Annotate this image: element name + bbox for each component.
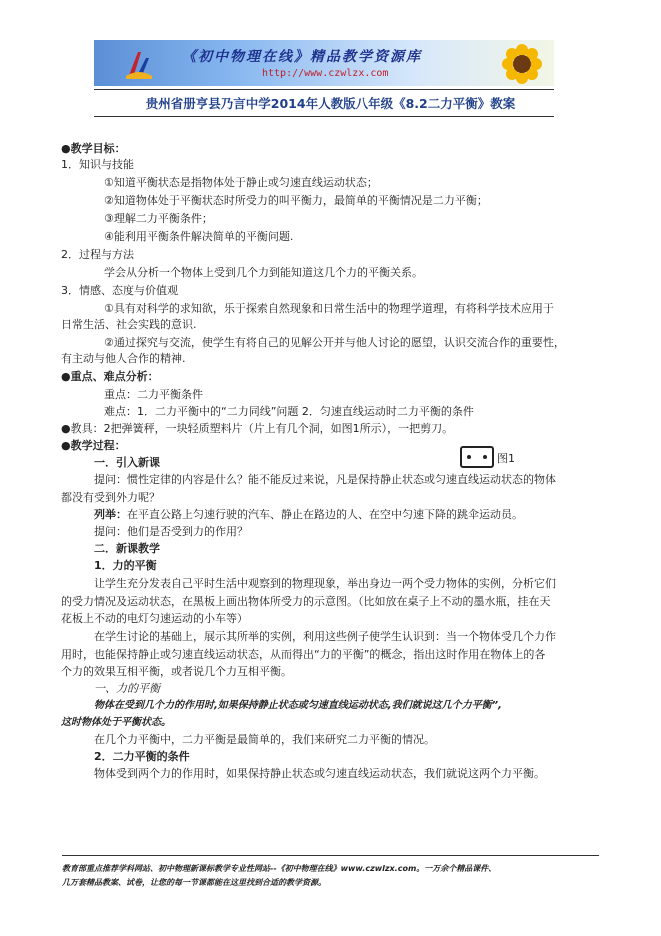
paragraph-line: 学会从分析一个物体上受到几个力到能知道这几个力的平衡关系。 bbox=[104, 266, 423, 279]
paragraph-line: 在几个力平衡中，二力平衡是最简单的，我们来研究二力平衡的情况。 bbox=[94, 733, 435, 746]
footer-rule bbox=[62, 855, 599, 856]
banner-url[interactable]: http://www.czwlzx.com bbox=[262, 68, 389, 79]
figure-label: 图1 bbox=[497, 452, 515, 465]
new-lesson-heading: 二．新课教学 bbox=[94, 542, 160, 555]
objective-item: ①知道平衡状态是指物体处于静止或匀速直线运动状态； bbox=[104, 176, 378, 189]
header-rule bbox=[94, 89, 554, 90]
footer-line: 几万套精品教案、试卷，让您的每一节课都能在这里找到合适的教学资源。 bbox=[62, 878, 326, 887]
definition-line: 这时物体处于平衡状态。 bbox=[61, 717, 171, 728]
process-heading: 2．过程与方法 bbox=[61, 248, 134, 261]
footer-line: 教育部重点推荐学科网站、初中物理新课标教学专业性网站--《初中物理在线》www.czwlzx.com。一万余个精品课件、 bbox=[62, 864, 497, 873]
paragraph-line: 花板上不动的电灯匀速运动的小车等） bbox=[61, 612, 248, 625]
teaching-aids-line: ●教具：2把弹簧秤，一块轻质塑料片（片上有几个洞，如图1所示），一把剪刀。 bbox=[61, 422, 454, 435]
paragraph-line: 在学生讨论的基础上，展示其所举的实例，利用这些例子使学生认识到：当一个物体受几个力作 bbox=[94, 630, 556, 643]
definition-heading: 一、力的平衡 bbox=[94, 682, 160, 695]
paragraph-line: 有主动与他人合作的精神. bbox=[61, 352, 186, 365]
examples-text: 在平直公路上匀速行驶的汽车、静止在路边的人、在空中匀速下降的跳伞运动员。 bbox=[127, 508, 523, 521]
definition-line: 物体在受到几个力的作用时,如果保持静止状态或匀速直线运动状态,我们就说这几个力平衡”, bbox=[94, 700, 502, 711]
examples-label: 列举： bbox=[94, 508, 127, 521]
knowledge-heading: 1．知识与技能 bbox=[61, 158, 134, 171]
paragraph-line: ①具有对科学的求知欲，乐于探索自然现象和日常生活中的物理学道理，有将科学技术应用于 bbox=[104, 302, 554, 315]
objective-item: ②知道物体处于平衡状态时所受力的叫平衡力，最简单的平衡情况是二力平衡； bbox=[104, 194, 488, 207]
paragraph-line: 的受力情况及运动状态，在黑板上画出物体所受力的示意图。（比如放在桌子上不动的墨水瓶，挂在天 bbox=[61, 595, 551, 608]
key-points-heading: ●重点、难点分析： bbox=[61, 370, 159, 383]
objective-item: ④能利用平衡条件解决简单的平衡问题. bbox=[104, 230, 294, 243]
banner-title: 《初中物理在线》精品教学资源库 bbox=[182, 49, 422, 65]
paragraph-line: 提问：他们是否受到力的作用？ bbox=[94, 525, 248, 538]
two-force-condition-heading: 2．二力平衡的条件 bbox=[94, 750, 190, 763]
logo-icon bbox=[124, 48, 154, 80]
sunflower-icon bbox=[496, 42, 548, 86]
perforated-plate-figure-icon bbox=[460, 446, 494, 468]
objectives-heading: ●教学目标： bbox=[61, 142, 126, 155]
paragraph-line: 提问：惯性定律的内容是什么？能不能反过来说，凡是保持静止状态或匀速直线运动状态的物体 bbox=[94, 473, 556, 486]
examples-line bbox=[94, 508, 523, 522]
paragraph-line: 物体受到两个力的作用时，如果保持静止状态或匀速直线运动状态，我们就说这两个力平衡。 bbox=[94, 767, 545, 780]
paragraph-line: 个力的效果互相平衡，或者说几个力互相平衡。 bbox=[61, 665, 292, 678]
key-point-line: 重点：二力平衡条件 bbox=[104, 388, 203, 401]
attitude-heading: 3．情感、态度与价值观 bbox=[61, 284, 178, 297]
header-banner bbox=[94, 40, 554, 86]
intro-heading: 一．引入新课 bbox=[94, 456, 160, 469]
paragraph-line: 用时，也能保持静止或匀速直线运动状态，从而得出“力的平衡”的概念，指出这时作用在物体上的各 bbox=[61, 648, 546, 661]
difficulty-line: 难点：1．二力平衡中的“二力同线”问题 2．匀速直线运动时二力平衡的条件 bbox=[104, 405, 474, 418]
paragraph-line: 都没有受到外力呢？ bbox=[61, 491, 160, 504]
title-rule bbox=[94, 116, 554, 117]
paragraph-line: 让学生充分发表自己平时生活中观察到的物理现象，举出身边一两个受力物体的实例，分析它们 bbox=[94, 577, 556, 590]
paragraph-line: 日常生活、社会实践的意识. bbox=[61, 318, 197, 331]
paragraph-line: ②通过探究与交流，使学生有将自己的见解公开并与他人讨论的愿望，认识交流合作的重要性， bbox=[104, 336, 565, 349]
force-balance-heading: 1．力的平衡 bbox=[94, 559, 157, 572]
process-section-heading: ●教学过程： bbox=[61, 439, 126, 452]
objective-item: ③理解二力平衡条件； bbox=[104, 212, 213, 225]
document-title: 贵州省册亨县乃言中学2014年人教版八年级《8.2二力平衡》教案 bbox=[145, 96, 516, 111]
